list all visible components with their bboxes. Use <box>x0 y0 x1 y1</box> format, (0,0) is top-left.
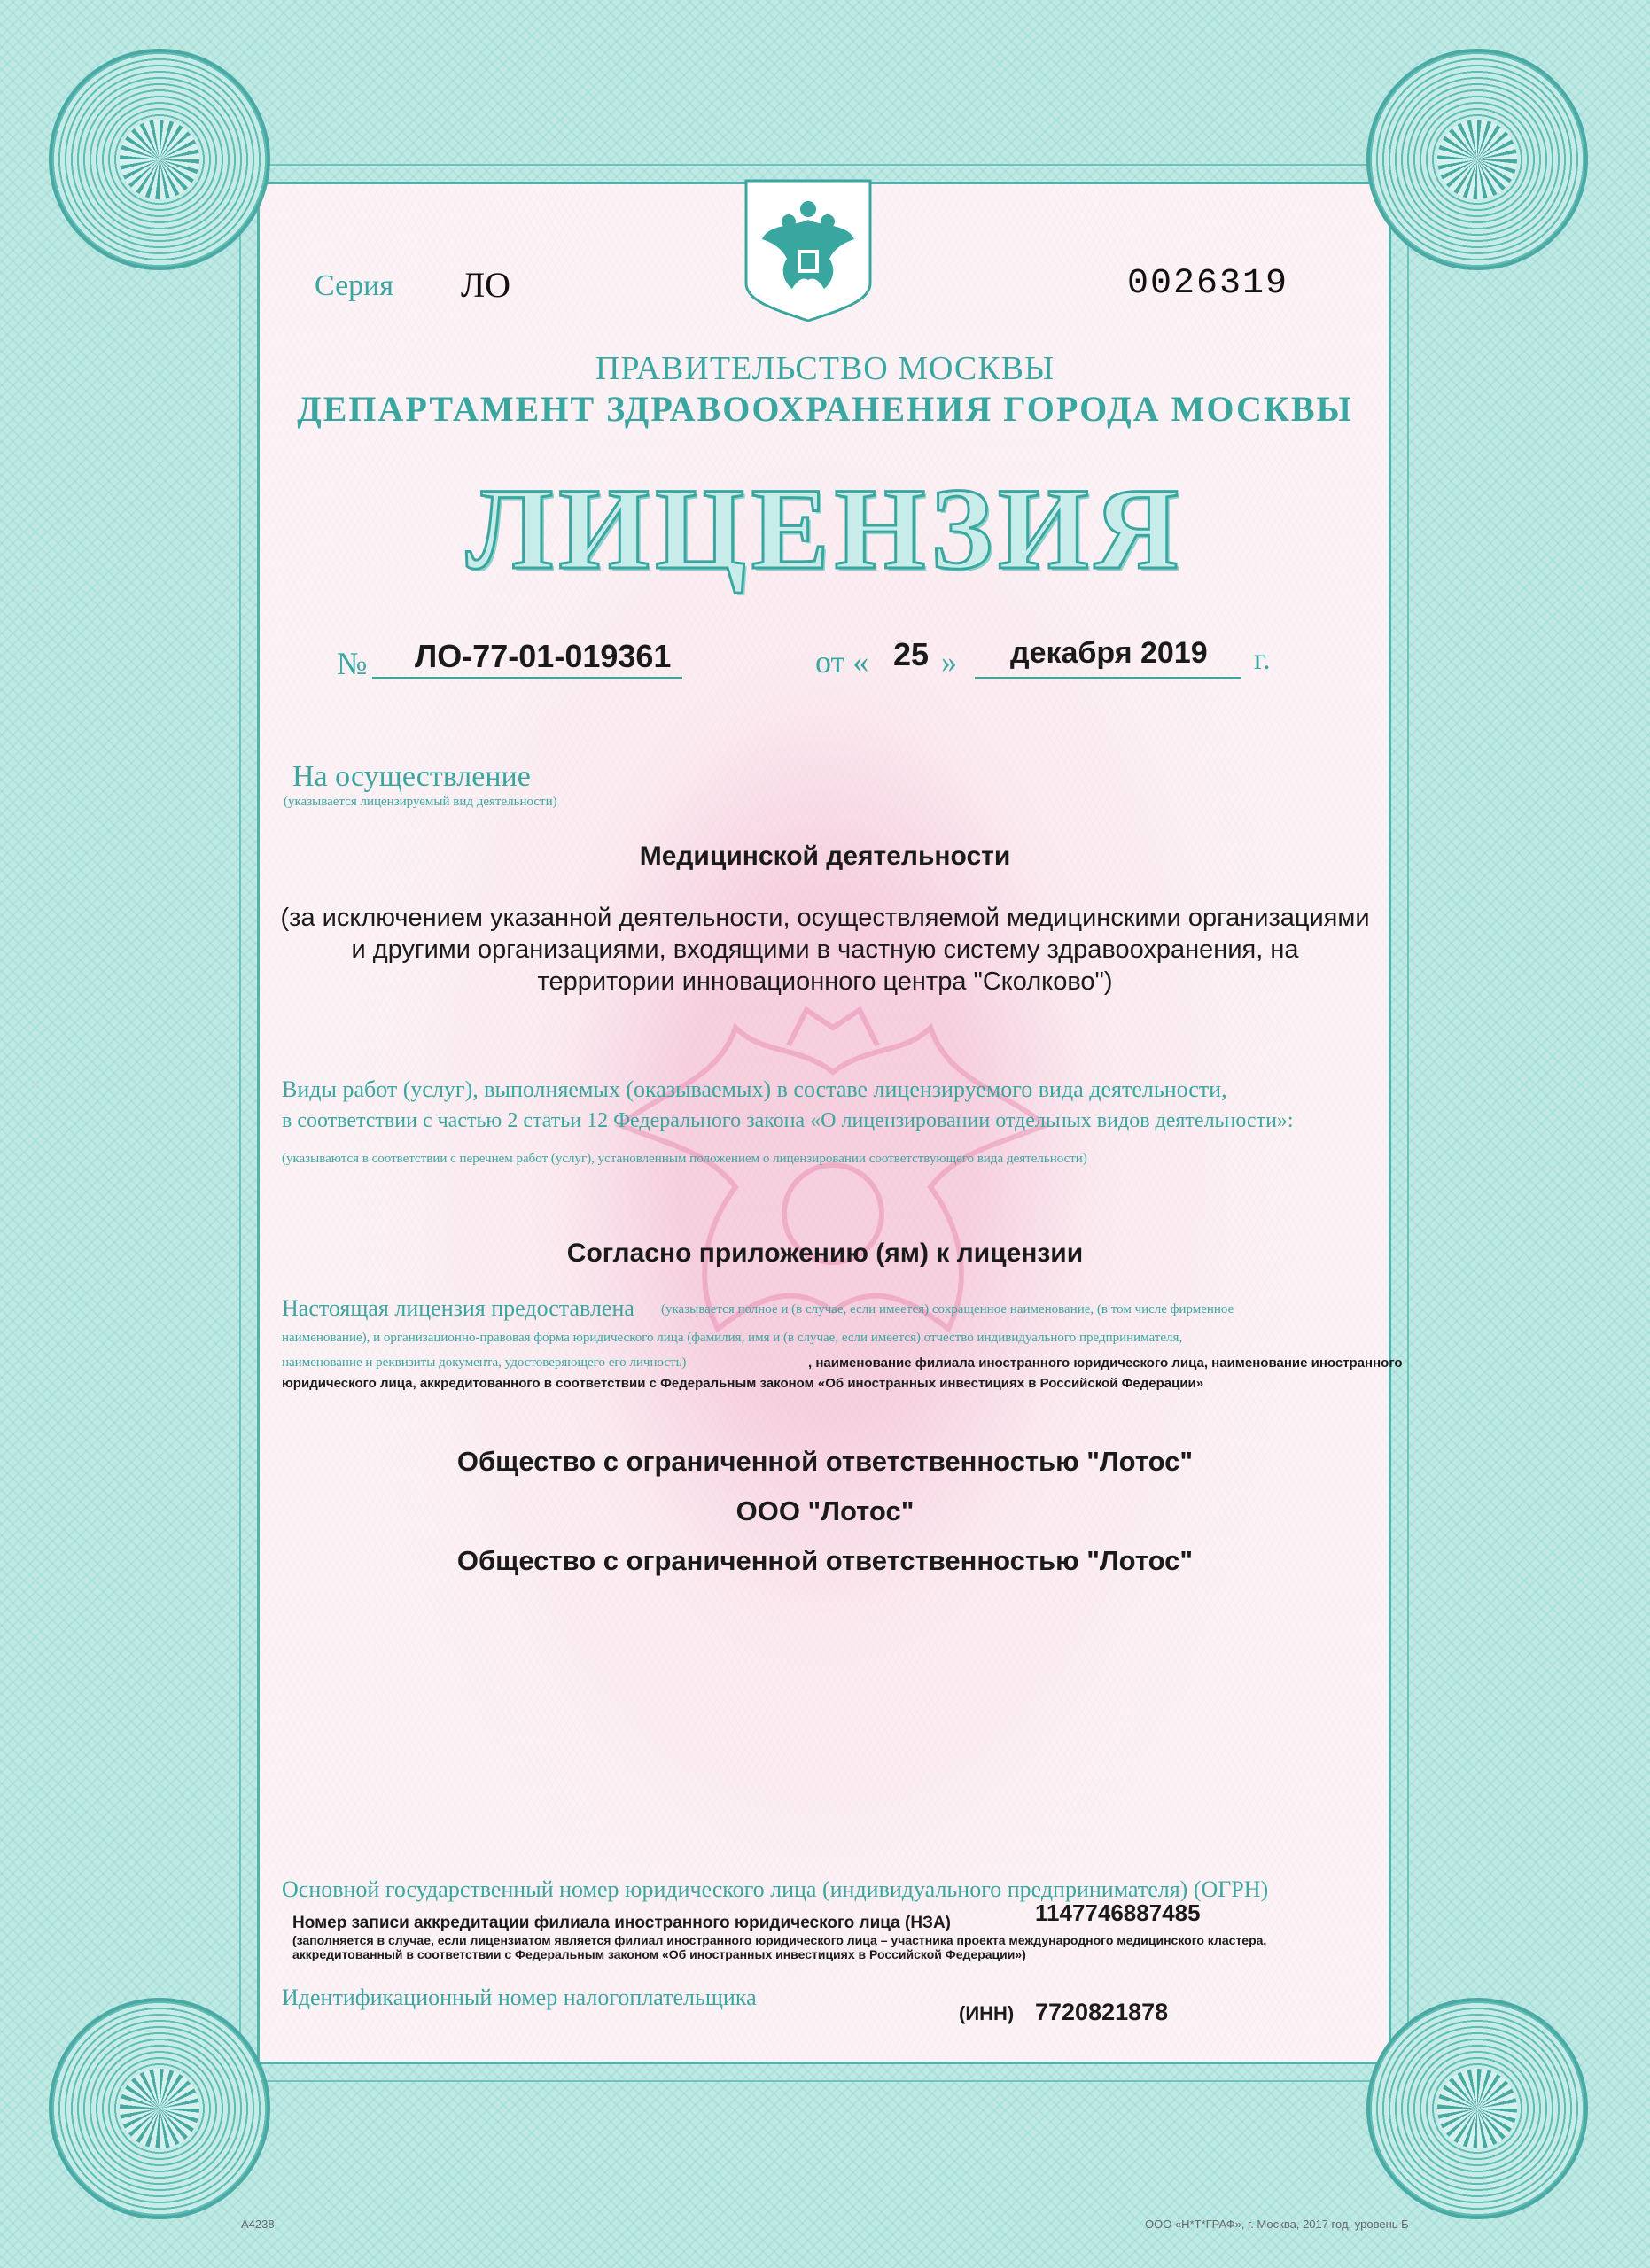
printer-info: ООО «Н*Т*ГРАФ», г. Москва, 2017 год, уровень Б <box>1145 2218 1409 2231</box>
nza-note-1: (заполняется в случае, если лицензиатом является филиал иностранного юридического лица – участника проекта международного медицинского кластера, <box>292 1933 1267 1947</box>
license-date-from: от « <box>815 644 869 680</box>
granted-label: Настоящая лицензия предоставлена <box>282 1295 634 1321</box>
inn-short: (ИНН) <box>959 2002 1015 2024</box>
activity-hint: (указывается лицензируемый вид деятельности) <box>284 795 557 809</box>
works-line2: в соответствии с частью 2 статьи 12 Федерального закона «О лицензировании отдельных видов деятельности»: <box>282 1109 1294 1132</box>
works-value: Согласно приложению (ям) к лицензии <box>566 1239 1084 1268</box>
inn-label: Идентификационный номер налогоплательщика <box>282 1984 757 2010</box>
activity-exclusion-line1: (за исключением указанной деятельности, осуществляемой медицинскими организациями <box>280 904 1370 932</box>
series-label: Серия <box>315 269 394 302</box>
corner-rosette-bottom-left <box>49 1998 270 2219</box>
corner-rosette-top-right <box>1366 49 1588 270</box>
government-title: ПРАВИТЕЛЬСТВО МОСКВЫ <box>595 350 1055 387</box>
activity-exclusion-line2: и другими организациями, входящими в частную систему здравоохранения, на <box>351 936 1299 964</box>
license-day: 25 <box>893 636 930 672</box>
series-value: ЛО <box>461 265 511 305</box>
ogrn-label: Основной государственный номер юридического лица (индивидуального предпринимателя) (ОГРН) <box>282 1876 1269 1902</box>
activity-label: На осуществление <box>292 760 531 793</box>
document-title: ЛИЦЕНЗИЯ <box>465 463 1185 594</box>
serial-number: 0026319 <box>1127 264 1289 304</box>
department-title: ДЕПАРТАМЕНТ ЗДРАВООХРАНЕНИЯ ГОРОДА МОСКВЫ <box>297 389 1353 429</box>
license-number: ЛО-77-01-019361 <box>415 638 672 674</box>
license-number-label: № <box>337 646 368 681</box>
license-month-year: декабря 2019 <box>1010 636 1208 670</box>
licensee-brand-name: Общество с ограниченной ответственностью "Лотос" <box>456 1545 1194 1576</box>
corner-rosette-bottom-right <box>1366 1998 1588 2219</box>
corner-rosette-top-left <box>49 49 270 270</box>
license-number-underline <box>372 677 682 679</box>
inn-value: 7720821878 <box>1035 1999 1169 2025</box>
activity-name: Медицинской деятельности <box>639 842 1011 871</box>
licensee-full-name: Общество с ограниченной ответственностью "Лотос" <box>456 1446 1194 1477</box>
license-date-underline <box>975 677 1241 679</box>
works-hint: (указываются в соответствии с перечнем работ (услуг), установленным положением о лицензировании соответствующего вида деятельности) <box>282 1152 1087 1166</box>
nza-label: Номер записи аккредитации филиала иностранного юридического лица (НЗА) <box>292 1914 952 1932</box>
coat-of-arms-emblem-icon <box>743 177 874 324</box>
granted-typed-note-1: , наименование филиала иностранного юридического лица, наименование иностранного <box>808 1355 1403 1371</box>
licensee-short-name: ООО "Лотос" <box>735 1495 915 1526</box>
license-year-suffix: г. <box>1254 643 1271 676</box>
granted-hint-2: наименование), и организационно-правовая форма юридического лица (фамилия, имя и (в случае, если имеется) отчество индивидуального предпринимателя, <box>282 1331 1183 1345</box>
nza-note-2: аккредитованный в соответствии с Федеральным законом «Об иностранных инвестициях в Российской Федерации») <box>292 1947 1026 1961</box>
granted-hint-1: (указывается полное и (в случае, если имеется) сокращенное наименование, (в том числе фирменное <box>661 1302 1234 1317</box>
license-day-close: » <box>941 644 957 680</box>
granted-typed-note-2: юридического лица, аккредитованного в соответствии с Федеральным законом «Об иностранных инвестициях в Российской Федерации» <box>282 1376 1204 1391</box>
works-line1: Виды работ (услуг), выполняемых (оказываемых) в составе лицензируемого вида деятельности, <box>282 1076 1227 1102</box>
form-code: А4238 <box>241 2218 275 2231</box>
ogrn-value: 1147746887485 <box>1035 1899 1201 1926</box>
granted-hint-3: наименование и реквизиты документа, удостоверяющего его личность) <box>282 1355 687 1370</box>
activity-exclusion-line3: территории инновационного центра "Сколково") <box>537 967 1113 996</box>
